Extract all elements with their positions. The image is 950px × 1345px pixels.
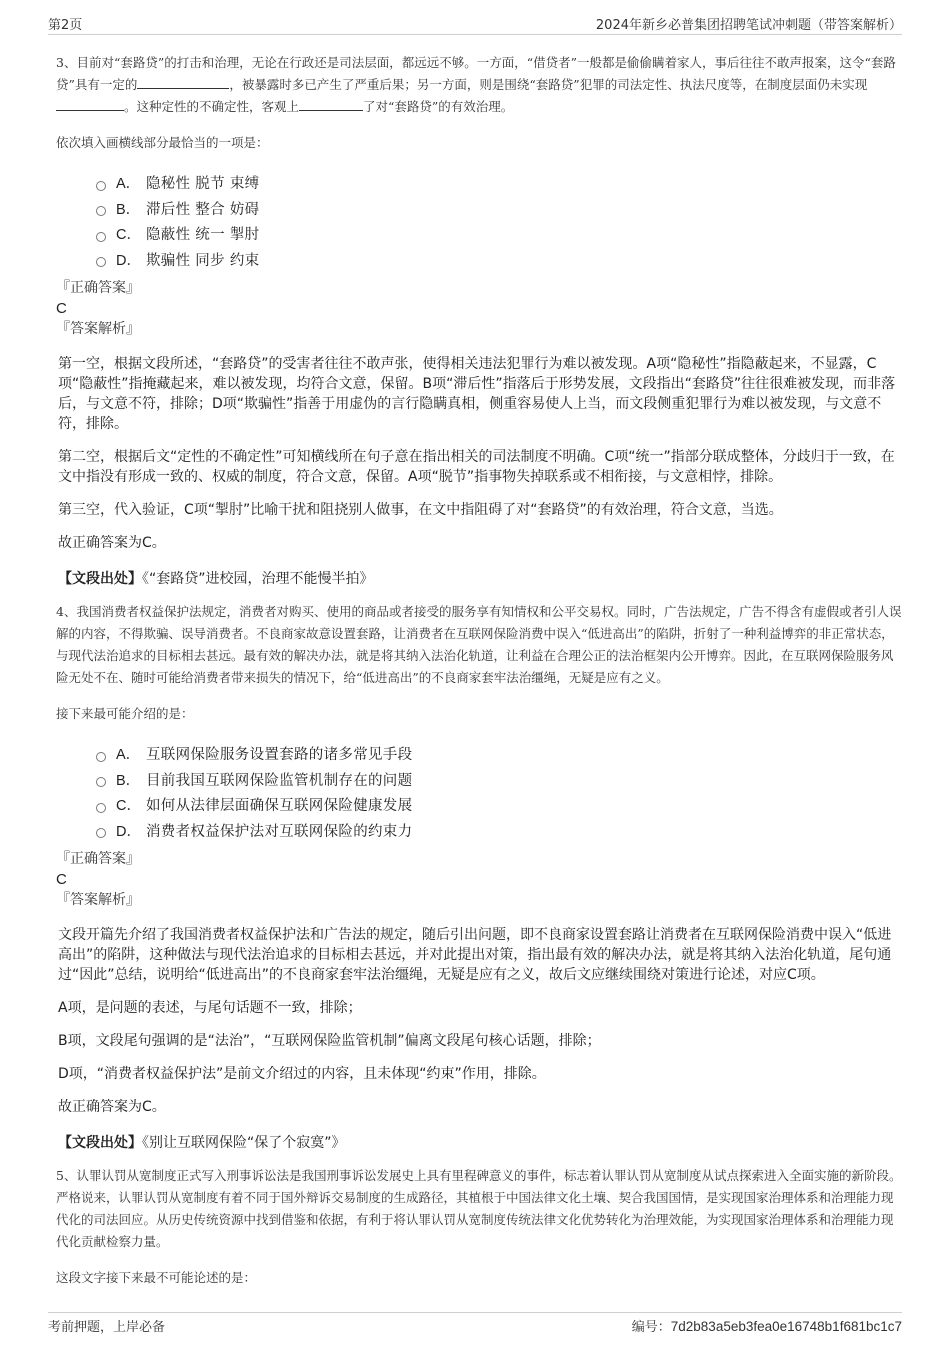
analysis-paragraph: B项，文段尾句强调的是“法治”，“互联网保险监管机制”偏离文段尾句核心话题，排除；: [58, 1033, 601, 1049]
question-3-prompt: 依次填入画横线部分最恰当的一项是：: [56, 135, 269, 150]
answer-value: C: [56, 300, 67, 317]
blank-3: [299, 96, 363, 111]
radio-icon[interactable]: [96, 232, 106, 242]
q3-option-d[interactable]: D． 欺骗性 同步 约束: [96, 247, 902, 273]
question-4-prompt: 接下来最可能介绍的是：: [56, 706, 194, 721]
main-content: [56, 52, 902, 1289]
radio-icon[interactable]: [96, 257, 106, 267]
analysis-paragraph: 第三空，代入验证，C项“掣肘”比喻干扰和阻挠别人做事，在文中指阻碍了对“套路贷”的有效治理，符合文意，当选。: [58, 502, 783, 518]
radio-icon[interactable]: [96, 828, 106, 838]
question-4-text: 4、我国消费者权益保护法规定，消费者对购买、使用的商品或者接受的服务享有知情权和公平交易权。同时，广告法规定，广告不得含有虚假或者引人误解的内容，不得欺骗、误导消费者。不良商家故意设置套路，让消费者在互联网保险消费中误入“低进高出”的陷阱，折射了一种利益博弈的非正常状态，与现代法治追求的目标相去甚远。最有效的解决办法，就是将其纳入法治化轨道，让利益在合理公正的法治框架内公开博弈。因此，在互联网保险服务风险无处不在、随时可能给消费者带来损失的情况下，给“低进高出”的不良商家套牢法治缰绳，无疑是应有之义。: [56, 604, 902, 685]
radio-icon[interactable]: [96, 206, 106, 216]
analysis-conclusion: 故正确答案为C。: [58, 535, 166, 551]
page-footer: [48, 1312, 902, 1339]
page-header: [48, 12, 902, 35]
blank-1: [137, 74, 229, 89]
q4-option-c[interactable]: C． 如何从法律层面确保互联网保险健康发展: [96, 792, 902, 818]
source-citation: 【文段出处】《“套路贷”进校园，治理不能慢半拍》: [58, 571, 374, 587]
source-citation: 【文段出处】《别让互联网保险“保了个寂寞”》: [58, 1135, 346, 1151]
analysis-label: 『答案解析』: [56, 321, 140, 337]
analysis-paragraph: 第二空，根据后文“定性的不确定性”可知横线所在句子意在指出相关的司法制度不明确。C项“统一”指部分联成整体，分歧归于一致，在文中指没有形成一致的、权威的制度，符合文意，保留。A项“脱节”指事物失掉联系或不相衔接，与文意相悖，排除。: [58, 449, 895, 485]
analysis-conclusion: 故正确答案为C。: [58, 1099, 166, 1115]
analysis-paragraph: 文段开篇先介绍了我国消费者权益保护法和广告法的规定，随后引出问题，即不良商家设置套路让消费者在互联网保险消费中误入“低进高出”的陷阱，这种做法与现代法治追求的目标相去甚远，并对此提出对策，指出最有效的解决办法，就是将其纳入法治化轨道，尾句通过“因此”总结，说明给“低进高出”的不良商家套牢法治缰绳，无疑是应有之义，故后文应继续围绕对策进行论述，对应C项。: [58, 927, 892, 983]
radio-icon[interactable]: [96, 803, 106, 813]
question-3-options: [96, 170, 902, 272]
q4-option-d[interactable]: D． 消费者权益保护法对互联网保险的约束力: [96, 818, 902, 844]
radio-icon[interactable]: [96, 777, 106, 787]
radio-icon[interactable]: [96, 181, 106, 191]
analysis-paragraph: D项，“消费者权益保护法”是前文介绍过的内容，且未体现“约束”作用，排除。: [58, 1066, 546, 1082]
q3-option-c[interactable]: C． 隐蔽性 统一 掣肘: [96, 221, 902, 247]
blank-2: [56, 96, 124, 111]
answer-label: 『正确答案』: [56, 280, 140, 296]
q3-option-b[interactable]: B． 滞后性 整合 妨碍: [96, 196, 902, 222]
question-5-text: 5、认罪认罚从宽制度正式写入刑事诉讼法是我国刑事诉讼发展史上具有里程碑意义的事件，标志着认罪认罚从宽制度从试点探索进入全面实施的新阶段。严格说来，认罪认罚从宽制度有着不同于国外辩诉交易制度的生成路径，其植根于中国法律文化土壤、契合我国国情，是实现国家治理体系和治理能力现代化的司法回应。从历史传统资源中找到借鉴和依据，有利于将认罪认罚从宽制度传统法律文化优势转化为治理效能，为实现国家治理体系和治理能力现代化贡献检察力量。: [56, 1168, 902, 1249]
q4-option-a[interactable]: A． 互联网保险服务设置套路的诸多常见手段: [96, 741, 902, 767]
question-4-options: [96, 741, 902, 843]
question-3-text: 3、目前对“套路贷”的打击和治理，无论在行政还是司法层面，都远远不够。一方面，“借贷者”一般都是偷偷瞒着家人，事后往往不敢声报案，这令“套路贷”具有一定的 ，被暴露时多已产生了严重后果；另一方面，则是围绕“套路贷”犯罪的司法定性、执法尺度等，在制度层面仍未实现。这种定性的不确定性，客观上 了对“套路贷”的有效治理。: [56, 55, 896, 114]
answer-value: C: [56, 871, 67, 888]
analysis-paragraph: 第一空，根据文段所述，“套路贷”的受害者往往不敢声张，使得相关违法犯罪行为难以被发现。A项“隐秘性”指隐蔽起来，不显露，C项“隐蔽性”指掩藏起来，难以被发现，均符合文意，保留。B项“滞后性”指落后于形势发展，文段指出“套路贷”往往很难被发现，而非落后，与文意不符，排除；D项“欺骗性”指善于用虚伪的言行隐瞒真相，侧重容易使人上当，而文段侧重犯罪行为难以被发现，与文意不符，排除。: [58, 356, 896, 432]
analysis-paragraph: A项，是问题的表述，与尾句话题不一致，排除；: [58, 1000, 362, 1016]
q3-option-a[interactable]: A． 隐秘性 脱节 束缚: [96, 170, 902, 196]
page-number: 第2页: [48, 18, 83, 33]
document-title: 2024年新乡必普集团招聘笔试冲刺题（带答案解析）: [595, 18, 902, 33]
document-code: 编号：7d2b83a5eb3fea0e16748b1f681bc1c7: [631, 1319, 902, 1335]
question-5-prompt: 这段文字接下来最不可能论述的是：: [56, 1270, 257, 1285]
footer-slogan: 考前押题，上岸必备: [48, 1320, 166, 1335]
radio-icon[interactable]: [96, 752, 106, 762]
q4-option-b[interactable]: B． 目前我国互联网保险监管机制存在的问题: [96, 767, 902, 793]
analysis-label: 『答案解析』: [56, 892, 140, 908]
answer-label: 『正确答案』: [56, 851, 140, 867]
